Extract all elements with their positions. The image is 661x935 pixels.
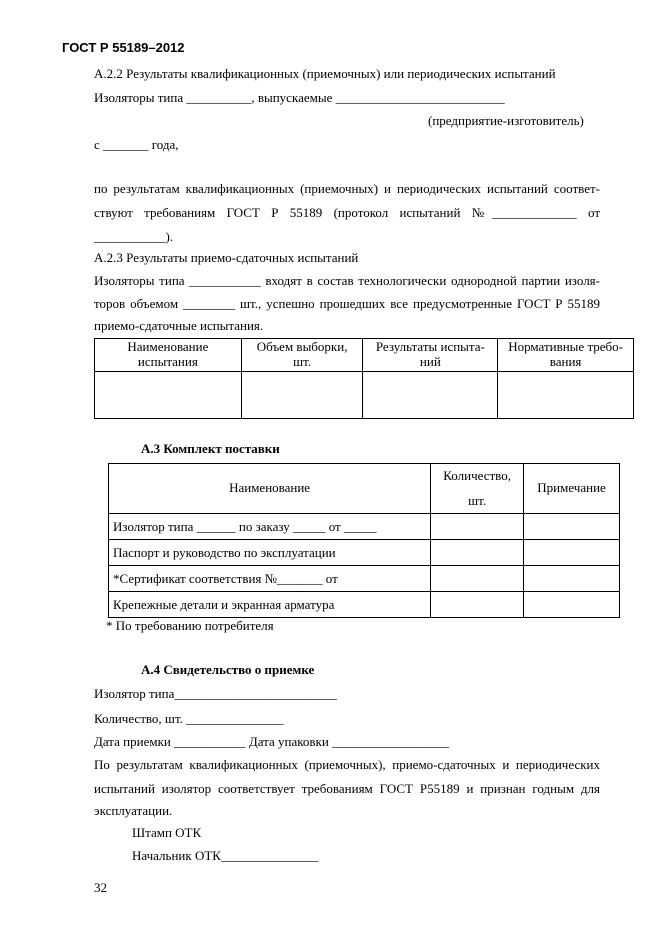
column-header-name: Наименование: [109, 464, 431, 514]
table-cell: [431, 566, 524, 592]
table-cell: [431, 540, 524, 566]
section-a23-heading: А.2.3 Результаты приемо-сдаточных испытаний: [94, 250, 359, 265]
page-number: 32: [94, 880, 107, 895]
table-cell: [524, 592, 620, 618]
a22-since-line: с _______ года,: [94, 137, 179, 152]
a4-paragraph-line-3: эксплуатации.: [94, 803, 173, 818]
a23-paragraph-line-1: Изоляторы типа ___________ входят в состав технологически однородной партии изоля-: [94, 273, 600, 288]
column-header-requirements: Нормативные требо- вания: [498, 339, 634, 372]
a4-paragraph-line-1: По результатам квалификационных (приемочных), приемо-сдаточных и периодических: [94, 757, 600, 772]
row-label-insulator: Изолятор типа ______ по заказу _____ от _____: [109, 514, 431, 540]
table-row: [95, 372, 634, 419]
a4-dates-line: Дата приемки ___________ Дата упаковки __________________: [94, 734, 450, 749]
table-row: [109, 514, 620, 540]
table-cell: [241, 372, 363, 419]
table-cell: [363, 372, 498, 419]
delivery-set-table: [108, 463, 620, 618]
a23-paragraph-line-3: приемо-сдаточные испытания.: [94, 318, 264, 333]
table-cell: [524, 566, 620, 592]
section-a4-heading: А.4 Свидетельство о приемке: [141, 662, 315, 677]
table-row: [109, 566, 620, 592]
a22-paragraph-line-3: ___________).: [94, 229, 174, 244]
row-label-certificate: *Сертификат соответствия №_______ от: [109, 566, 431, 592]
a3-footnote: * По требованию потребителя: [106, 618, 274, 633]
a23-paragraph-line-2: торов объемом ________ шт., успешно прошедших все предусмотренные ГОСТ Р 55189: [94, 296, 600, 311]
column-header-note: Примечание: [524, 464, 620, 514]
a22-type-line: Изоляторы типа __________, выпускаемые __________________________: [94, 90, 505, 105]
column-header-sample-size: Объем выборки, шт.: [241, 339, 363, 372]
table-cell: [524, 514, 620, 540]
table-header-row: [95, 339, 634, 372]
a4-paragraph-line-2: испытаний изолятор соответствует требованиям ГОСТ Р55189 и признан годным для: [94, 781, 600, 796]
a22-manufacturer-note: (предприятие-изготовитель): [428, 113, 584, 128]
column-header-test-name: Наименование испытания: [95, 339, 242, 372]
table-row: [109, 592, 620, 618]
a4-stamp-label: Штамп ОТК: [132, 825, 202, 840]
section-a3-heading: А.3 Комплект поставки: [141, 441, 280, 456]
column-header-quantity: Количество, шт.: [431, 464, 524, 514]
a4-insulator-type-line: Изолятор типа_________________________: [94, 686, 337, 701]
row-label-passport: Паспорт и руководство по эксплуатации: [109, 540, 431, 566]
section-a22-heading: А.2.2 Результаты квалификационных (приемочных) или периодических испытаний: [94, 66, 556, 81]
table-cell: [498, 372, 634, 419]
column-header-test-results: Результаты испыта- ний: [363, 339, 498, 372]
document-header: ГОСТ Р 55189–2012: [62, 40, 185, 55]
a4-chief-line: Начальник ОТК_______________: [132, 848, 319, 863]
table-cell: [95, 372, 242, 419]
table-header-row: [109, 464, 620, 514]
table-cell: [431, 592, 524, 618]
a22-paragraph-line-1: по результатам квалификационных (приемочных) и периодических испытаний соответ-: [94, 181, 600, 196]
acceptance-test-table: [94, 338, 634, 419]
table-cell: [524, 540, 620, 566]
table-row: [109, 540, 620, 566]
table-cell: [431, 514, 524, 540]
row-label-fasteners: Крепежные детали и экранная арматура: [109, 592, 431, 618]
a4-quantity-line: Количество, шт. _______________: [94, 711, 284, 726]
a22-paragraph-line-2: ствуют требованиям ГОСТ Р 55189 (протокол испытаний №_____________ от: [94, 205, 600, 220]
